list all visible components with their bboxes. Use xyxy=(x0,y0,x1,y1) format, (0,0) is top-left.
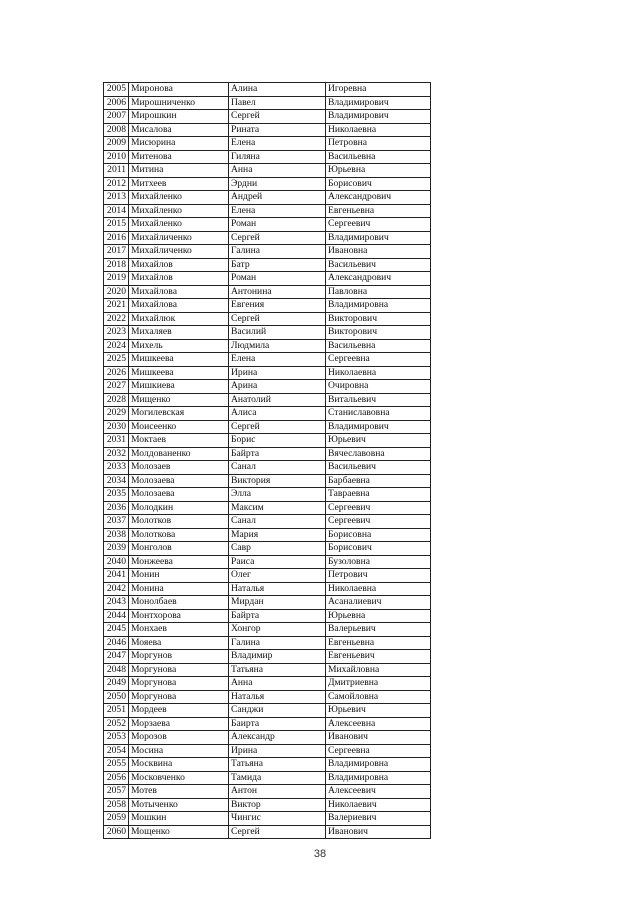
table-row xyxy=(104,339,431,353)
patronymic-cell: Витальевич xyxy=(326,393,431,407)
last-name-cell: Молозаев xyxy=(129,461,229,475)
last-name-cell: Моргунова xyxy=(129,677,229,691)
row-number-cell: 2057 xyxy=(104,785,129,799)
first-name-cell: Ирина xyxy=(229,366,326,380)
patronymic-cell: Николаевна xyxy=(326,366,431,380)
patronymic-cell: Игоревна xyxy=(326,83,431,97)
names-table-body xyxy=(104,83,431,839)
patronymic-cell: Сергеевич xyxy=(326,501,431,515)
row-number-cell: 2049 xyxy=(104,677,129,691)
row-number-cell: 2008 xyxy=(104,123,129,137)
row-number-cell: 2005 xyxy=(104,83,129,97)
row-number-cell: 2060 xyxy=(104,825,129,839)
table-row xyxy=(104,758,431,772)
patronymic-cell: Александрович xyxy=(326,272,431,286)
last-name-cell: Мишкеева xyxy=(129,353,229,367)
patronymic-cell: Валерьевич xyxy=(326,623,431,637)
last-name-cell: Михайленко xyxy=(129,218,229,232)
table-row xyxy=(104,555,431,569)
first-name-cell: Сергей xyxy=(229,110,326,124)
table-row xyxy=(104,380,431,394)
patronymic-cell: Иванович xyxy=(326,825,431,839)
patronymic-cell: Николаевна xyxy=(326,123,431,137)
last-name-cell: Мосина xyxy=(129,744,229,758)
patronymic-cell: Борисович xyxy=(326,177,431,191)
table-row xyxy=(104,744,431,758)
first-name-cell: Байрта xyxy=(229,447,326,461)
last-name-cell: Мисюрина xyxy=(129,137,229,151)
row-number-cell: 2018 xyxy=(104,258,129,272)
table-row xyxy=(104,353,431,367)
last-name-cell: Михайленко xyxy=(129,191,229,205)
row-number-cell: 2020 xyxy=(104,285,129,299)
patronymic-cell: Владимировна xyxy=(326,771,431,785)
table-row xyxy=(104,501,431,515)
first-name-cell: Сергей xyxy=(229,312,326,326)
table-row xyxy=(104,299,431,313)
table-row xyxy=(104,623,431,637)
row-number-cell: 2022 xyxy=(104,312,129,326)
patronymic-cell: Владимирович xyxy=(326,231,431,245)
last-name-cell: Моргунова xyxy=(129,690,229,704)
patronymic-cell: Петрович xyxy=(326,569,431,583)
first-name-cell: Наталья xyxy=(229,690,326,704)
table-row xyxy=(104,690,431,704)
first-name-cell: Тамида xyxy=(229,771,326,785)
patronymic-cell: Васильевич xyxy=(326,258,431,272)
row-number-cell: 2043 xyxy=(104,596,129,610)
last-name-cell: Молотков xyxy=(129,515,229,529)
row-number-cell: 2028 xyxy=(104,393,129,407)
last-name-cell: Мирошниченко xyxy=(129,96,229,110)
row-number-cell: 2031 xyxy=(104,434,129,448)
table-row xyxy=(104,636,431,650)
table-row xyxy=(104,164,431,178)
patronymic-cell: Тавраевна xyxy=(326,488,431,502)
table-row xyxy=(104,677,431,691)
first-name-cell: Гиляна xyxy=(229,150,326,164)
table-row xyxy=(104,272,431,286)
table-row xyxy=(104,393,431,407)
last-name-cell: Мояева xyxy=(129,636,229,650)
table-row xyxy=(104,569,431,583)
table-row xyxy=(104,609,431,623)
patronymic-cell: Дмитриевна xyxy=(326,677,431,691)
table-row xyxy=(104,123,431,137)
table-row xyxy=(104,474,431,488)
last-name-cell: Москвина xyxy=(129,758,229,772)
table-row xyxy=(104,731,431,745)
row-number-cell: 2040 xyxy=(104,555,129,569)
last-name-cell: Митина xyxy=(129,164,229,178)
last-name-cell: Михайличенко xyxy=(129,231,229,245)
table-row xyxy=(104,434,431,448)
table-row xyxy=(104,312,431,326)
patronymic-cell: Николаевич xyxy=(326,798,431,812)
row-number-cell: 2017 xyxy=(104,245,129,259)
last-name-cell: Монина xyxy=(129,582,229,596)
first-name-cell: Хонгор xyxy=(229,623,326,637)
table-row xyxy=(104,488,431,502)
row-number-cell: 2033 xyxy=(104,461,129,475)
first-name-cell: Чингис xyxy=(229,812,326,826)
patronymic-cell: Вячеславовна xyxy=(326,447,431,461)
table-row xyxy=(104,285,431,299)
patronymic-cell: Юрьевич xyxy=(326,704,431,718)
last-name-cell: Митенова xyxy=(129,150,229,164)
patronymic-cell: Ивановна xyxy=(326,245,431,259)
last-name-cell: Монжеева xyxy=(129,555,229,569)
row-number-cell: 2058 xyxy=(104,798,129,812)
last-name-cell: Молозаева xyxy=(129,488,229,502)
last-name-cell: Московченко xyxy=(129,771,229,785)
first-name-cell: Владимир xyxy=(229,650,326,664)
last-name-cell: Михайлюк xyxy=(129,312,229,326)
table-row xyxy=(104,461,431,475)
last-name-cell: Монтхорова xyxy=(129,609,229,623)
patronymic-cell: Васильевич xyxy=(326,461,431,475)
last-name-cell: Моисеенко xyxy=(129,420,229,434)
row-number-cell: 2007 xyxy=(104,110,129,124)
first-name-cell: Элла xyxy=(229,488,326,502)
table-row xyxy=(104,245,431,259)
patronymic-cell: Сергеевна xyxy=(326,353,431,367)
last-name-cell: Монолбаев xyxy=(129,596,229,610)
first-name-cell: Максим xyxy=(229,501,326,515)
row-number-cell: 2051 xyxy=(104,704,129,718)
first-name-cell: Ирина xyxy=(229,744,326,758)
last-name-cell: Моргунова xyxy=(129,663,229,677)
table-row xyxy=(104,771,431,785)
row-number-cell: 2021 xyxy=(104,299,129,313)
table-row xyxy=(104,218,431,232)
first-name-cell: Наталья xyxy=(229,582,326,596)
row-number-cell: 2045 xyxy=(104,623,129,637)
table-row xyxy=(104,191,431,205)
row-number-cell: 2013 xyxy=(104,191,129,205)
first-name-cell: Александр xyxy=(229,731,326,745)
first-name-cell: Антонина xyxy=(229,285,326,299)
first-name-cell: Санджи xyxy=(229,704,326,718)
first-name-cell: Анатолий xyxy=(229,393,326,407)
row-number-cell: 2046 xyxy=(104,636,129,650)
table-row xyxy=(104,366,431,380)
page-number: 38 xyxy=(313,848,327,860)
last-name-cell: Моргунов xyxy=(129,650,229,664)
first-name-cell: Татьяна xyxy=(229,758,326,772)
patronymic-cell: Самойловна xyxy=(326,690,431,704)
row-number-cell: 2042 xyxy=(104,582,129,596)
last-name-cell: Мотев xyxy=(129,785,229,799)
last-name-cell: Морозов xyxy=(129,731,229,745)
row-number-cell: 2052 xyxy=(104,717,129,731)
patronymic-cell: Владимировна xyxy=(326,299,431,313)
table-row xyxy=(104,663,431,677)
first-name-cell: Людмила xyxy=(229,339,326,353)
patronymic-cell: Владимирович xyxy=(326,96,431,110)
last-name-cell: Мишкеева xyxy=(129,366,229,380)
row-number-cell: 2012 xyxy=(104,177,129,191)
patronymic-cell: Владимирович xyxy=(326,420,431,434)
patronymic-cell: Юрьевна xyxy=(326,164,431,178)
row-number-cell: 2023 xyxy=(104,326,129,340)
last-name-cell: Монин xyxy=(129,569,229,583)
patronymic-cell: Борисович xyxy=(326,542,431,556)
first-name-cell: Баирта xyxy=(229,717,326,731)
row-number-cell: 2034 xyxy=(104,474,129,488)
first-name-cell: Олег xyxy=(229,569,326,583)
patronymic-cell: Очировна xyxy=(326,380,431,394)
row-number-cell: 2059 xyxy=(104,812,129,826)
first-name-cell: Елена xyxy=(229,137,326,151)
table-row xyxy=(104,596,431,610)
last-name-cell: Молдованенко xyxy=(129,447,229,461)
row-number-cell: 2036 xyxy=(104,501,129,515)
patronymic-cell: Сергеевич xyxy=(326,515,431,529)
first-name-cell: Галина xyxy=(229,245,326,259)
last-name-cell: Миронова xyxy=(129,83,229,97)
row-number-cell: 2032 xyxy=(104,447,129,461)
table-row xyxy=(104,515,431,529)
table-row xyxy=(104,231,431,245)
last-name-cell: Мищенко xyxy=(129,393,229,407)
last-name-cell: Моктаев xyxy=(129,434,229,448)
last-name-cell: Мирошкин xyxy=(129,110,229,124)
last-name-cell: Михайличенко xyxy=(129,245,229,259)
last-name-cell: Михаляев xyxy=(129,326,229,340)
table-row xyxy=(104,420,431,434)
row-number-cell: 2014 xyxy=(104,204,129,218)
first-name-cell: Савр xyxy=(229,542,326,556)
first-name-cell: Павел xyxy=(229,96,326,110)
patronymic-cell: Станиславовна xyxy=(326,407,431,421)
patronymic-cell: Викторович xyxy=(326,326,431,340)
row-number-cell: 2041 xyxy=(104,569,129,583)
table-row xyxy=(104,177,431,191)
first-name-cell: Сергей xyxy=(229,231,326,245)
last-name-cell: Мишкиева xyxy=(129,380,229,394)
row-number-cell: 2026 xyxy=(104,366,129,380)
names-table xyxy=(103,82,431,839)
first-name-cell: Байрта xyxy=(229,609,326,623)
patronymic-cell: Бузоловна xyxy=(326,555,431,569)
last-name-cell: Михайленко xyxy=(129,204,229,218)
table-row xyxy=(104,542,431,556)
row-number-cell: 2037 xyxy=(104,515,129,529)
first-name-cell: Евгения xyxy=(229,299,326,313)
first-name-cell: Татьяна xyxy=(229,663,326,677)
row-number-cell: 2047 xyxy=(104,650,129,664)
row-number-cell: 2039 xyxy=(104,542,129,556)
row-number-cell: 2024 xyxy=(104,339,129,353)
patronymic-cell: Владимирович xyxy=(326,110,431,124)
row-number-cell: 2035 xyxy=(104,488,129,502)
first-name-cell: Батр xyxy=(229,258,326,272)
last-name-cell: Мордеев xyxy=(129,704,229,718)
first-name-cell: Роман xyxy=(229,272,326,286)
first-name-cell: Мирдан xyxy=(229,596,326,610)
last-name-cell: Михель xyxy=(129,339,229,353)
last-name-cell: Митхеев xyxy=(129,177,229,191)
last-name-cell: Монхаев xyxy=(129,623,229,637)
first-name-cell: Мария xyxy=(229,528,326,542)
first-name-cell: Елена xyxy=(229,204,326,218)
table-row xyxy=(104,717,431,731)
row-number-cell: 2025 xyxy=(104,353,129,367)
last-name-cell: Михайлов xyxy=(129,258,229,272)
first-name-cell: Андрей xyxy=(229,191,326,205)
last-name-cell: Могилевская xyxy=(129,407,229,421)
row-number-cell: 2050 xyxy=(104,690,129,704)
row-number-cell: 2029 xyxy=(104,407,129,421)
table-row xyxy=(104,650,431,664)
row-number-cell: 2056 xyxy=(104,771,129,785)
first-name-cell: Алиса xyxy=(229,407,326,421)
first-name-cell: Антон xyxy=(229,785,326,799)
row-number-cell: 2019 xyxy=(104,272,129,286)
first-name-cell: Анна xyxy=(229,164,326,178)
first-name-cell: Борис xyxy=(229,434,326,448)
table-row xyxy=(104,785,431,799)
row-number-cell: 2054 xyxy=(104,744,129,758)
first-name-cell: Санал xyxy=(229,515,326,529)
table-row xyxy=(104,204,431,218)
patronymic-cell: Павловна xyxy=(326,285,431,299)
row-number-cell: 2010 xyxy=(104,150,129,164)
last-name-cell: Мошкин xyxy=(129,812,229,826)
first-name-cell: Роман xyxy=(229,218,326,232)
last-name-cell: Мисалова xyxy=(129,123,229,137)
last-name-cell: Молоткова xyxy=(129,528,229,542)
last-name-cell: Монголов xyxy=(129,542,229,556)
last-name-cell: Морзаева xyxy=(129,717,229,731)
row-number-cell: 2011 xyxy=(104,164,129,178)
first-name-cell: Сергей xyxy=(229,825,326,839)
patronymic-cell: Барбаевна xyxy=(326,474,431,488)
patronymic-cell: Юрьевна xyxy=(326,609,431,623)
first-name-cell: Галина xyxy=(229,636,326,650)
patronymic-cell: Владимировна xyxy=(326,758,431,772)
table-row xyxy=(104,798,431,812)
patronymic-cell: Викторович xyxy=(326,312,431,326)
patronymic-cell: Николаевна xyxy=(326,582,431,596)
first-name-cell: Алина xyxy=(229,83,326,97)
table-row xyxy=(104,326,431,340)
patronymic-cell: Алексеевна xyxy=(326,717,431,731)
first-name-cell: Виктор xyxy=(229,798,326,812)
row-number-cell: 2053 xyxy=(104,731,129,745)
patronymic-cell: Асаналиевич xyxy=(326,596,431,610)
patronymic-cell: Алексеевич xyxy=(326,785,431,799)
row-number-cell: 2030 xyxy=(104,420,129,434)
row-number-cell: 2015 xyxy=(104,218,129,232)
table-row xyxy=(104,704,431,718)
first-name-cell: Виктория xyxy=(229,474,326,488)
first-name-cell: Санал xyxy=(229,461,326,475)
last-name-cell: Михайлова xyxy=(129,285,229,299)
table-row xyxy=(104,407,431,421)
first-name-cell: Арина xyxy=(229,380,326,394)
table-row xyxy=(104,110,431,124)
patronymic-cell: Сергеевич xyxy=(326,218,431,232)
patronymic-cell: Евгеньевна xyxy=(326,204,431,218)
table-row xyxy=(104,825,431,839)
table-row xyxy=(104,812,431,826)
patronymic-cell: Валериевич xyxy=(326,812,431,826)
first-name-cell: Раиса xyxy=(229,555,326,569)
table-row xyxy=(104,582,431,596)
table-row xyxy=(104,83,431,97)
first-name-cell: Эрдни xyxy=(229,177,326,191)
row-number-cell: 2009 xyxy=(104,137,129,151)
last-name-cell: Михайлова xyxy=(129,299,229,313)
table-row xyxy=(104,96,431,110)
last-name-cell: Михайлов xyxy=(129,272,229,286)
last-name-cell: Мотыченко xyxy=(129,798,229,812)
row-number-cell: 2048 xyxy=(104,663,129,677)
last-name-cell: Молодкин xyxy=(129,501,229,515)
row-number-cell: 2006 xyxy=(104,96,129,110)
row-number-cell: 2016 xyxy=(104,231,129,245)
table-row xyxy=(104,258,431,272)
table-row xyxy=(104,150,431,164)
last-name-cell: Молозаева xyxy=(129,474,229,488)
row-number-cell: 2038 xyxy=(104,528,129,542)
first-name-cell: Елена xyxy=(229,353,326,367)
row-number-cell: 2055 xyxy=(104,758,129,772)
row-number-cell: 2027 xyxy=(104,380,129,394)
first-name-cell: Сергей xyxy=(229,420,326,434)
first-name-cell: Василий xyxy=(229,326,326,340)
table-row xyxy=(104,137,431,151)
patronymic-cell: Александрович xyxy=(326,191,431,205)
patronymic-cell: Михайловна xyxy=(326,663,431,677)
first-name-cell: Рината xyxy=(229,123,326,137)
patronymic-cell: Евгеньевна xyxy=(326,636,431,650)
table-row xyxy=(104,528,431,542)
last-name-cell: Мощенко xyxy=(129,825,229,839)
patronymic-cell: Петровна xyxy=(326,137,431,151)
row-number-cell: 2044 xyxy=(104,609,129,623)
patronymic-cell: Васильевна xyxy=(326,339,431,353)
patronymic-cell: Юрьевич xyxy=(326,434,431,448)
patronymic-cell: Иванович xyxy=(326,731,431,745)
patronymic-cell: Сергеевна xyxy=(326,744,431,758)
patronymic-cell: Васильевна xyxy=(326,150,431,164)
table-row xyxy=(104,447,431,461)
patronymic-cell: Борисовна xyxy=(326,528,431,542)
patronymic-cell: Евгеньевич xyxy=(326,650,431,664)
first-name-cell: Анна xyxy=(229,677,326,691)
